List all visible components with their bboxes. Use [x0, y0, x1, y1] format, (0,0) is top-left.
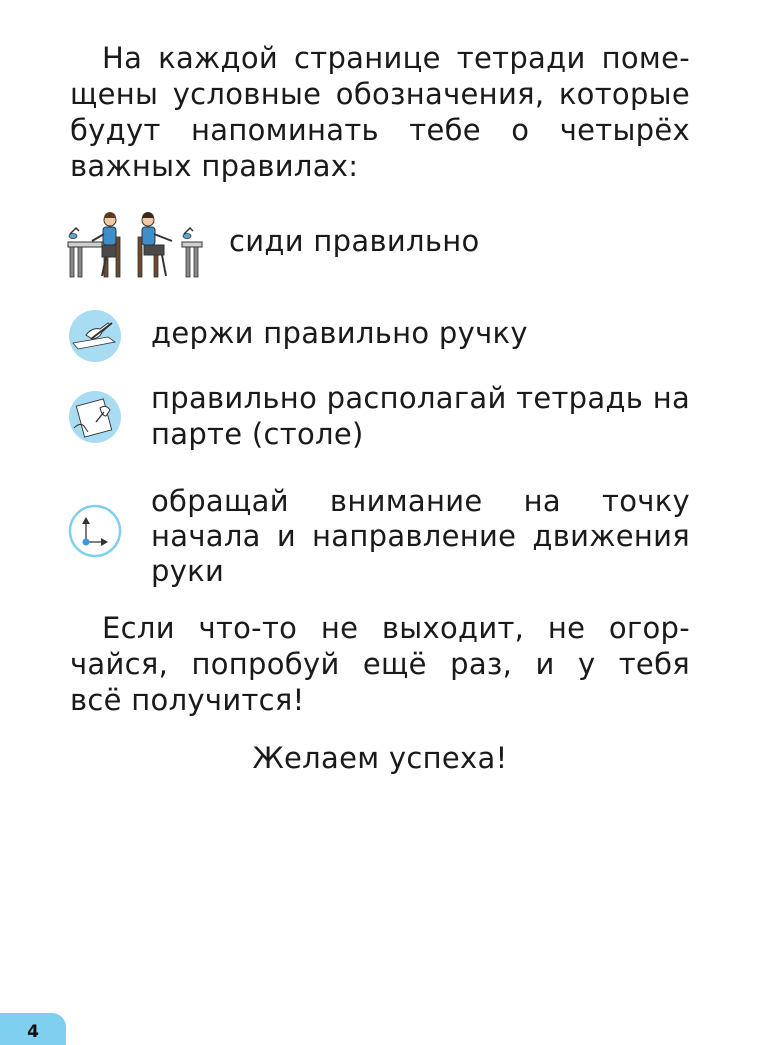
- rule-notebook-line-2: парте (столе): [151, 417, 364, 451]
- start-point-direction-icon: [68, 504, 122, 558]
- sitting-children-icon: [66, 212, 204, 280]
- rule-notebook-line-1: правильно располагай тетрадь на: [151, 381, 691, 415]
- rule-pen-label: держи правильно ручку: [151, 316, 528, 350]
- closing-wish: Желаем успеха!: [252, 741, 508, 775]
- intro-line-4: важных правилах:: [70, 149, 359, 183]
- page-number: 4: [27, 1022, 39, 1042]
- intro-line-3: будут напоминать тебе о четырёх: [70, 113, 690, 147]
- rule-direction-line-3: руки: [151, 554, 225, 588]
- rule-direction-line-2: начала и направление движения: [151, 519, 690, 553]
- outro-line-1: Если что-то не выходит, не огор-: [102, 611, 690, 645]
- outro-line-3: всё получится!: [70, 683, 305, 717]
- rule-sit-label: сиди правильно: [229, 224, 480, 258]
- intro-line-2: щены условные обозначения, которые: [70, 77, 690, 111]
- hand-holding-pen-icon: [68, 309, 122, 363]
- notebook-on-desk-icon: [68, 390, 122, 444]
- intro-line-1: На каждой странице тетради поме-: [102, 41, 690, 75]
- page-number-badge: [0, 1013, 66, 1045]
- rule-direction-line-1: обращай внимание на точку: [151, 484, 690, 518]
- outro-line-2: чайся, попробуй ещё раз, и у тебя: [70, 647, 690, 681]
